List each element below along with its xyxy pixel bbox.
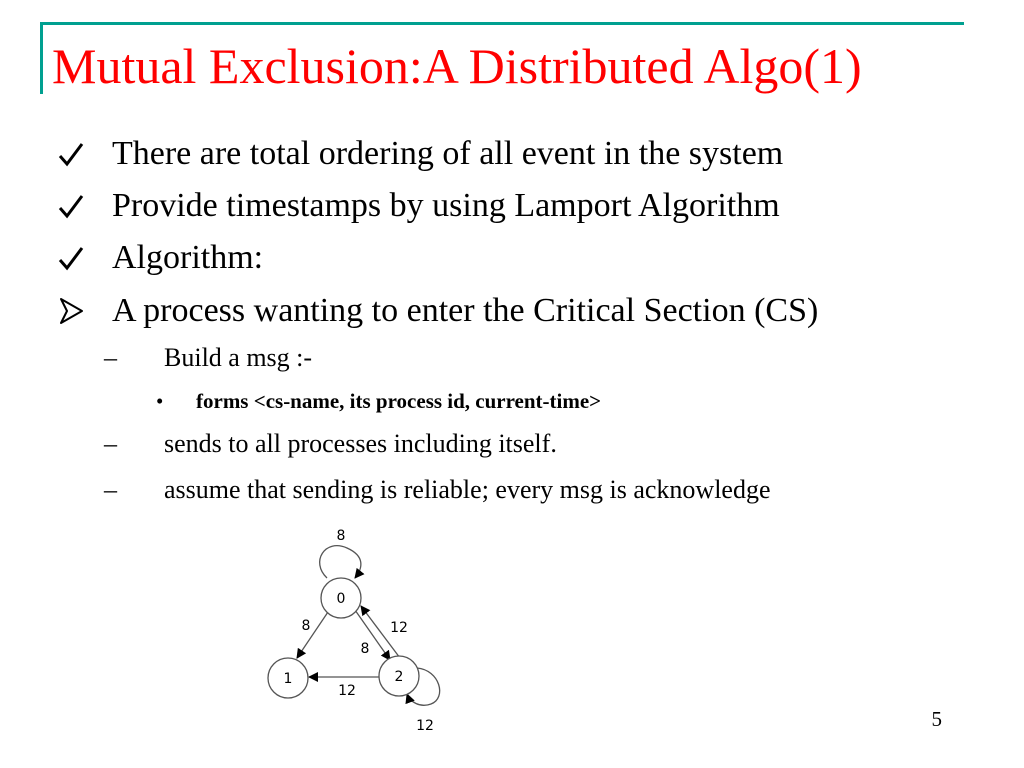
node-label-0: 0 bbox=[336, 591, 346, 607]
edge-label-2-2: 12 bbox=[416, 718, 434, 734]
bullet-3-text: Algorithm: bbox=[112, 239, 264, 276]
process-message-diagram bbox=[255, 520, 455, 745]
node-label-2: 2 bbox=[394, 669, 404, 685]
slide-title: Mutual Exclusion:A Distributed Algo(1) bbox=[52, 38, 862, 94]
title-frame-left bbox=[40, 22, 43, 94]
edge-label-2-1: 12 bbox=[338, 683, 356, 699]
edge-label-0-0: 8 bbox=[336, 528, 346, 544]
edge-label-0-2: 8 bbox=[360, 641, 370, 657]
check-icon bbox=[56, 244, 86, 274]
page-number: 5 bbox=[931, 707, 942, 731]
sub-bullet-1-text: Build a msg :- bbox=[164, 343, 313, 372]
bullet-4-text: A process wanting to enter the Critical Section (CS) bbox=[112, 292, 819, 329]
sub-bullet-2-text: sends to all processes including itself. bbox=[164, 429, 557, 458]
check-icon bbox=[56, 192, 86, 222]
bullet-1-text: There are total ordering of all event in the system bbox=[112, 135, 784, 172]
sub-sub-bullet-marker: • bbox=[156, 389, 164, 413]
title-frame-top bbox=[40, 22, 964, 25]
sub-bullet-3-marker: – bbox=[104, 475, 117, 504]
sub-bullet-3-text: assume that sending is reliable; every msg is acknowledge bbox=[164, 475, 771, 504]
sub-bullet-1-marker: – bbox=[104, 343, 117, 372]
arrow-bullet-icon bbox=[56, 296, 86, 326]
sub-bullet-2-marker: – bbox=[104, 429, 117, 458]
sub-sub-bullet-text: forms <cs-name, its process id, current-time> bbox=[196, 389, 602, 413]
check-icon bbox=[56, 140, 86, 170]
edge-label-0-1: 8 bbox=[301, 618, 311, 634]
node-label-1: 1 bbox=[283, 671, 293, 687]
edge-0-0 bbox=[320, 546, 361, 578]
bullet-2-text: Provide timestamps by using Lamport Algorithm bbox=[112, 187, 780, 224]
edge-label-2-0: 12 bbox=[390, 620, 408, 636]
